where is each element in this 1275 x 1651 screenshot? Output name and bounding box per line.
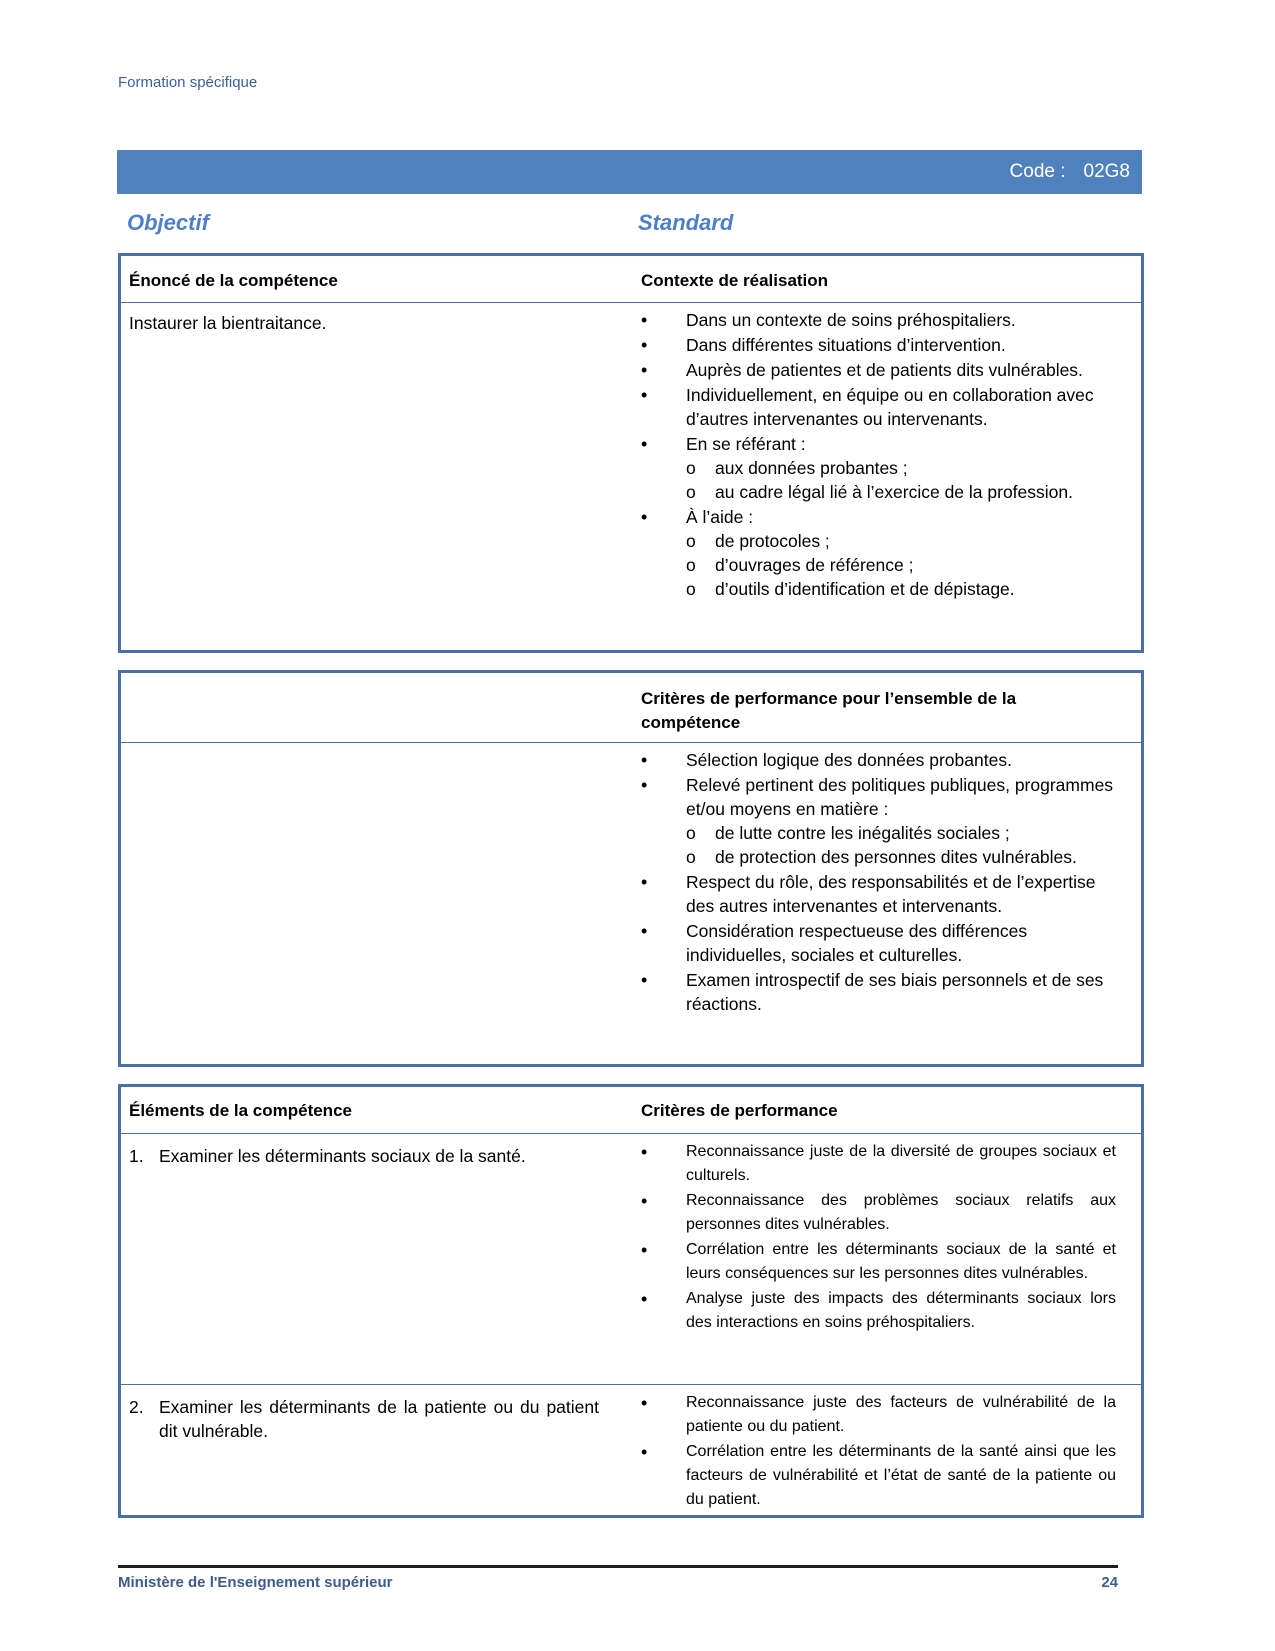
element-criteria-list — [641, 1391, 1116, 1512]
context-list — [641, 308, 1116, 601]
global-criteria-box — [118, 670, 1144, 1067]
list-item: • Considération respectueuse des différences individuelles, sociales et culturelles. — [641, 919, 1116, 967]
list-item: • Corrélation entre les déterminants de la santé ainsi que les facteurs de vulnérabilité et l’état de santé de la patiente ou du patient. — [641, 1440, 1116, 1512]
list-item: • Respect du rôle, des responsabilités et de l’expertise des autres intervenantes et intervenants. — [641, 870, 1116, 918]
list-item: • Reconnaissance des problèmes sociaux relatifs aux personnes dites vulnérables. — [641, 1189, 1116, 1237]
code-label: Code : — [1009, 161, 1066, 182]
list-item: • Auprès de patientes et de patients dits vulnérables. — [641, 358, 1116, 382]
code-value: 02G8 — [1083, 161, 1130, 182]
sub-list-item: o aux données probantes ; — [686, 456, 1116, 480]
list-item: • Reconnaissance juste de la diversité de groupes sociaux et culturels. — [641, 1140, 1116, 1188]
footer-ministry: Ministère de l'Enseignement supérieur — [118, 1574, 393, 1591]
standard-title: Standard — [638, 210, 734, 235]
code-bar — [117, 150, 1142, 194]
list-item: • Dans un contexte de soins préhospitaliers. — [641, 308, 1116, 332]
page-footer — [118, 1565, 1118, 1591]
competence-box — [118, 253, 1144, 653]
table-row — [121, 1133, 1141, 1384]
elements-header: Éléments de la compétence — [129, 1101, 352, 1120]
elements-criteria-header: Critères de performance — [641, 1101, 838, 1120]
sub-list-item: o de protection des personnes dites vulnérables. — [686, 845, 1116, 869]
list-item: • Corrélation entre les déterminants sociaux de la santé et leurs conséquences sur les personnes dites vulnérables. — [641, 1238, 1116, 1286]
competence-statement-header: Énoncé de la compétence — [129, 271, 338, 290]
list-item: • Individuellement, en équipe ou en collaboration avec d’autres intervenantes ou intervenants. — [641, 383, 1116, 431]
list-item: • Reconnaissance juste des facteurs de vulnérabilité de la patiente ou du patient. — [641, 1391, 1116, 1439]
sub-list-item: o de lutte contre les inégalités sociales ; — [686, 821, 1116, 845]
list-item: • En se référant : o aux données probantes ; o au cadre légal lié à l’exercice de la profession. — [641, 432, 1116, 504]
context-header: Contexte de réalisation — [641, 271, 829, 290]
list-item: • Analyse juste des impacts des déterminants sociaux lors des interactions en soins préhospitaliers. — [641, 1287, 1116, 1335]
global-criteria-list — [641, 748, 1116, 1016]
list-item: • Dans différentes situations d’intervention. — [641, 333, 1116, 357]
elements-box — [118, 1084, 1144, 1518]
table-row — [121, 1384, 1141, 1515]
list-item: • À l’aide : o de protocoles ; o d’ouvrages de référence ; o d’outils d’identification et de dépistage. — [641, 505, 1116, 601]
sub-list-item: o d’ouvrages de référence ; — [686, 553, 1116, 577]
sub-list-item: o au cadre légal lié à l’exercice de la profession. — [686, 480, 1116, 504]
element-label: 2. Examiner les déterminants de la patiente ou du patient dit vulnérable. — [129, 1397, 599, 1441]
page-number: 24 — [1101, 1574, 1118, 1591]
element-criteria-list — [641, 1140, 1116, 1335]
list-item: • Relevé pertinent des politiques publiques, programmes et/ou moyens en matière : o de lutte contre les inégalités sociales ; o de protection des personnes dites vulnérables. — [641, 773, 1116, 869]
objectif-title: Objectif — [127, 210, 209, 235]
competence-statement: Instaurer la bientraitance. — [129, 313, 327, 333]
list-item: • Examen introspectif de ses biais personnels et de ses réactions. — [641, 968, 1116, 1016]
sub-list-item: o d’outils d’identification et de dépistage. — [686, 577, 1116, 601]
sub-list-item: o de protocoles ; — [686, 529, 1116, 553]
element-label: 1. Examiner les déterminants sociaux de la santé. — [129, 1146, 526, 1166]
list-item: • Sélection logique des données probantes. — [641, 748, 1116, 772]
global-criteria-header: Critères de performance pour l’ensemble de la compétence — [641, 689, 1017, 732]
global-criteria-header-row — [121, 673, 1141, 743]
competence-header-row — [121, 256, 1141, 303]
running-header: Formation spécifique — [118, 74, 258, 91]
elements-header-row — [121, 1087, 1141, 1133]
